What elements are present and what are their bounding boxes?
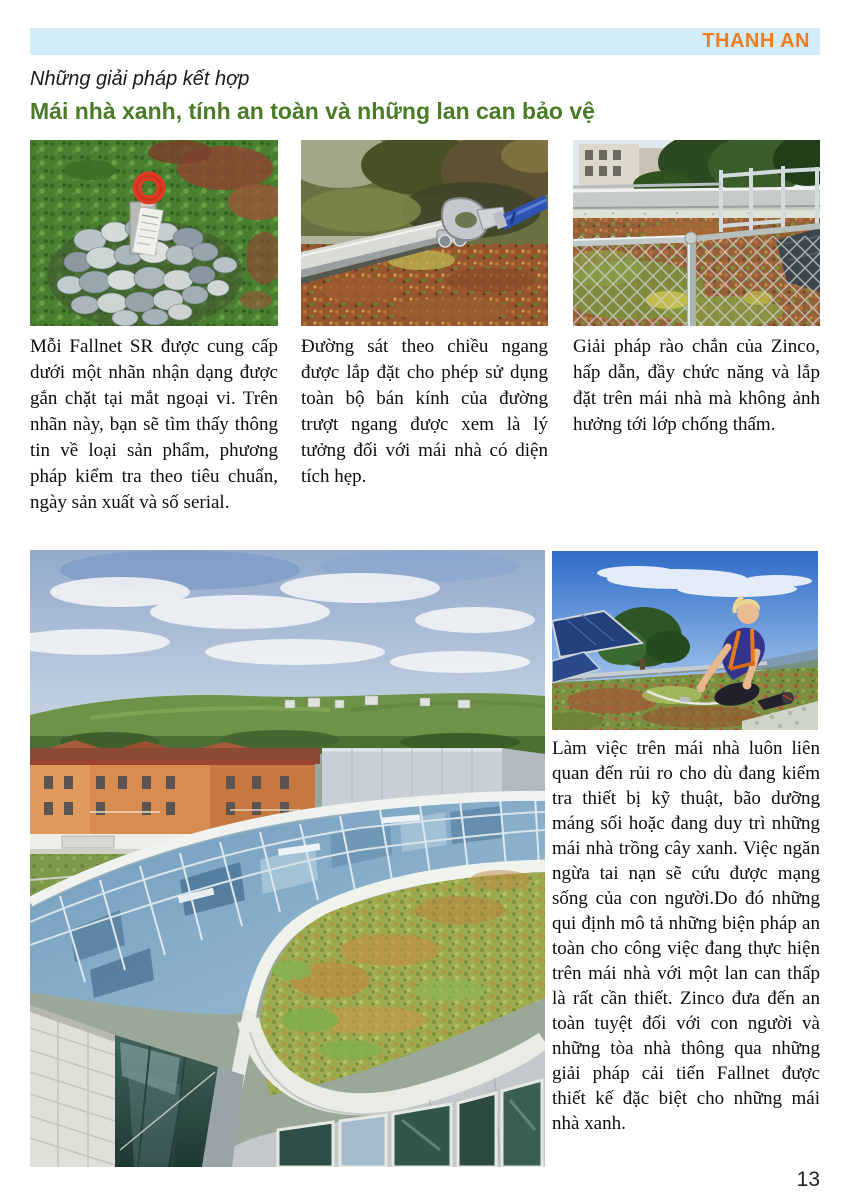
- photo-rail-glider-art: [301, 140, 548, 326]
- photo-roof-railing: [573, 140, 820, 326]
- brand-title: THANH AN: [702, 30, 810, 52]
- photo-green-roof-building-art: [30, 550, 545, 1167]
- main-paragraph: Làm việc trên mái nhà luôn liên quan đến rủi ro cho dù đang kiểm tra thiết bị kỹ thuật, bão dưỡng máng sối hoặc đang duy trì những mái nhà trồng cây xanh. Việc ngăn ngừa tai nạn sẽ cứu được mạng sống của con người.Do đó những qui định mô tả những biện pháp an toàn cho công việc đang thực hiện trên mái nhà với một lan can thấp là rất cần thiết. Zinco đưa đến an toàn tuyệt đối với con người và những tòa nhà thông qua những giải pháp cải tiến Fallnet được thiết kế đặc biệt cho những mái nhà xanh.: [552, 738, 820, 1134]
- photo-roof-worker: [552, 551, 818, 730]
- header-bar: [30, 28, 820, 55]
- caption-photo-1: Mỗi Fallnet SR được cung cấp dưới một nhãn nhận dạng được gắn chặt tại mắt ngoại vi. Trên nhãn này, bạn sẽ tìm thấy thông tin về loại sản phẩm, phương pháp kiểm tra theo tiêu chuẩn, ngày sản xuất và số serial.: [30, 336, 278, 514]
- photo-fallnet-anchor-art: [30, 140, 278, 326]
- article-title: Mái nhà xanh, tính an toàn và những lan can bảo vệ: [30, 98, 595, 124]
- caption-photo-2: Đường sát theo chiều ngang được lắp đặt cho phép sử dụng toàn bộ bán kính của đường trượt ngang được xem là lý tưởng đối với mái nhà có diện tích hẹp.: [301, 336, 548, 488]
- page-number: 13: [796, 1168, 820, 1191]
- caption-photo-3: Giải pháp rào chắn của Zinco, hấp dẫn, đầy chức năng và lắp đặt trên mái nhà mà không ảnh hưởng tới lớp chống thấm.: [573, 336, 820, 436]
- photo-roof-worker-art: [552, 551, 818, 730]
- photo-rail-glider: [301, 140, 548, 326]
- photo-fallnet-anchor: [30, 140, 278, 326]
- photo-green-roof-building: [30, 550, 545, 1167]
- section-kicker: Những giải pháp kết hợp: [30, 68, 250, 90]
- photo-roof-railing-art: [573, 140, 820, 326]
